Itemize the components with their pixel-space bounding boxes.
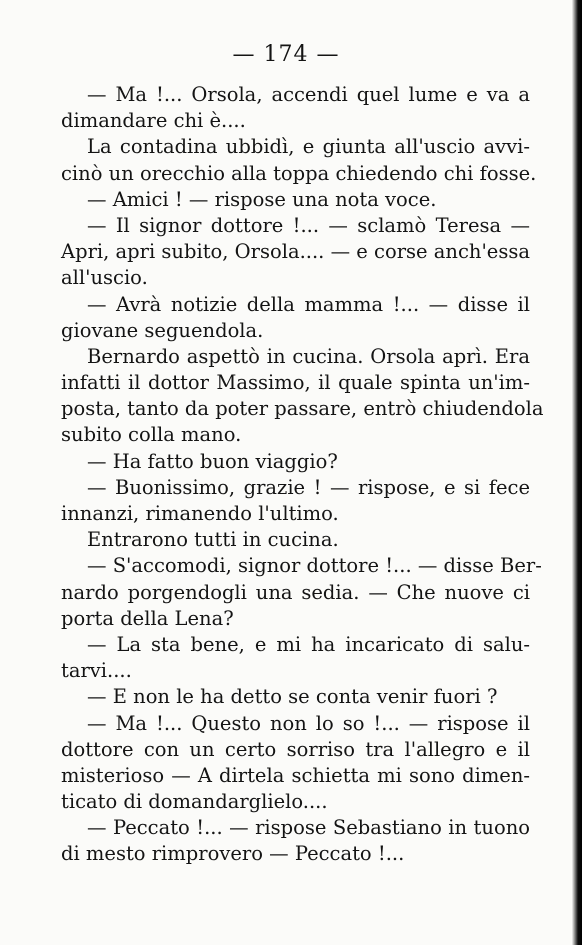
text-line: dimandare chi è....	[61, 109, 246, 133]
text-line: giovane seguendola.	[61, 318, 264, 342]
text-line: porta della Lena?	[61, 606, 234, 630]
body-text	[61, 82, 544, 868]
text-line: — Il signor dottore !... — sclamò Teresa —	[87, 213, 530, 237]
text-line: — E non le ha detto se conta venir fuori ?	[87, 685, 498, 709]
text-line: Entrarono tutti in cucina.	[87, 528, 339, 552]
text-line: all'uscio.	[61, 266, 148, 290]
text-line: misterioso — A dirtela schietta mi sono dimen-	[61, 763, 530, 787]
text-line: posta, tanto da poter passare, entrò chiudendola	[61, 397, 544, 421]
text-line: cinò un orecchio alla toppa chiedendo chi fosse.	[61, 161, 537, 185]
text-line: — Peccato !... — rispose Sebastiano in tuono	[87, 816, 530, 840]
text-line: — La sta bene, e mi ha incaricato di salu-	[87, 632, 530, 656]
text-line: La contadina ubbidì, e giunta all'uscio avvi-	[87, 135, 530, 159]
text-line: dottore con un certo sorriso tra l'allegro e il	[61, 737, 530, 761]
text-line: — Avrà notizie della mamma !... — disse il	[87, 292, 530, 316]
text-line: — Buonissimo, grazie ! — rispose, e si fece	[87, 475, 530, 499]
text-line: — Ha fatto buon viaggio?	[87, 449, 338, 473]
page-number-header: — 174 —	[232, 42, 340, 67]
text-line: nardo porgendogli una sedia. — Che nuove ci	[61, 580, 530, 604]
text-line: di mesto rimprovero — Peccato !...	[61, 842, 405, 866]
text-line: — Ma !... Orsola, accendi quel lume e va a	[87, 83, 530, 106]
text-line: tarvi....	[61, 659, 132, 683]
text-line: Bernardo aspettò in cucina. Orsola aprì. Era	[87, 344, 530, 368]
text-line: innanzi, rimanendo l'ultimo.	[61, 502, 339, 525]
text-line: infatti il dottor Massimo, il quale spinta un'im-	[61, 371, 530, 395]
page-edge-shadow	[572, 0, 582, 945]
text-line: — Ma !... Questo non lo so !... — rispose il	[87, 711, 530, 735]
text-line: Apri, apri subito, Orsola.... — e corse anch'essa	[61, 240, 530, 264]
text-line: ticato di domandarglielo....	[61, 790, 328, 814]
text-line: subito colla mano.	[61, 423, 242, 447]
text-line: — Amici ! — rispose una nota voce.	[87, 187, 437, 211]
text-line: — S'accomodi, signor dottore !... — disse Ber-	[87, 554, 542, 578]
